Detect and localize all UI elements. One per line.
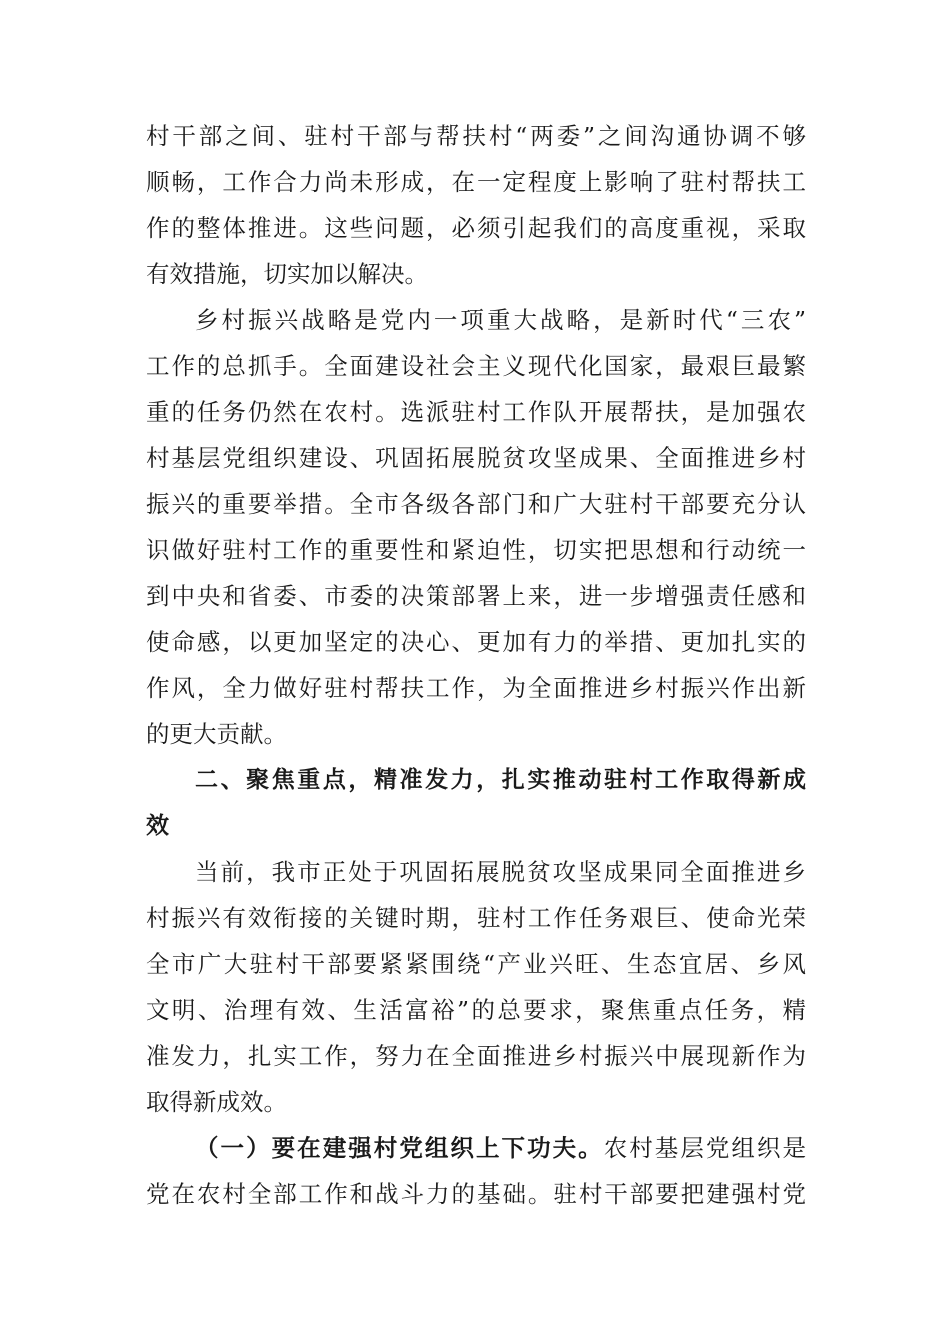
para1-line-2: 顺畅，工作合力尚未形成，在一定程度上影响了驻村帮扶工 xyxy=(146,168,806,196)
para3-line-6: 取得新成效。 xyxy=(146,1088,287,1116)
para1-line-3: 作的整体推进。这些问题，必须引起我们的高度重视，采取 xyxy=(146,214,806,242)
para2-line-3: 重的任务仍然在农村。选派驻村工作队开展帮扶，是加强农 xyxy=(146,398,806,426)
para2-line-10: 的更大贡献。 xyxy=(146,720,287,748)
para2-line-7: 到中央和省委、市委的决策部署上来，进一步增强责任感和 xyxy=(146,582,806,610)
para1-line-1: 村干部之间、驻村干部与帮扶村“两委”之间沟通协调不够 xyxy=(146,122,806,150)
para4-line-1-rest: 农村基层党组织是 xyxy=(603,1134,806,1162)
para2-line-9: 作风，全力做好驻村帮扶工作，为全面推进乡村振兴作出新 xyxy=(146,674,806,702)
para3-line-1: 当前，我市正处于巩固拓展脱贫攻坚成果同全面推进乡 xyxy=(195,858,806,886)
para2-line-8: 使命感，以更加坚定的决心、更加有力的举措、更加扎实的 xyxy=(146,628,806,656)
para2-line-2: 工作的总抓手。全面建设社会主义现代化国家，最艰巨最繁 xyxy=(146,352,806,380)
para3-line-4: 文明、治理有效、生活富裕”的总要求，聚焦重点任务，精 xyxy=(146,996,806,1024)
subsection-title: （一）要在建强村党组织上下功夫。 xyxy=(195,1134,604,1162)
section-heading-line-1: 二、聚焦重点，精准发力，扎实推动驻村工作取得新成 xyxy=(195,767,806,793)
para1-line-4: 有效措施，切实加以解决。 xyxy=(146,260,428,288)
para3-line-5: 准发力，扎实工作，努力在全面推进乡村振兴中展现新作为 xyxy=(146,1042,806,1070)
section-heading-line-2: 效 xyxy=(146,813,169,839)
para3-line-2: 村振兴有效衔接的关键时期，驻村工作任务艰巨、使命光荣 xyxy=(146,904,806,932)
para4-line-1 xyxy=(195,1125,806,1171)
para4-line-2: 党在农村全部工作和战斗力的基础。驻村干部要把建强村党 xyxy=(146,1180,806,1208)
para2-line-4: 村基层党组织建设、巩固拓展脱贫攻坚成果、全面推进乡村 xyxy=(146,444,806,472)
para2-line-1: 乡村振兴战略是党内一项重大战略，是新时代“三农” xyxy=(195,306,806,334)
para2-line-5: 振兴的重要举措。全市各级各部门和广大驻村干部要充分认 xyxy=(146,490,806,518)
para3-line-3: 全市广大驻村干部要紧紧围绕“产业兴旺、生态宜居、乡风 xyxy=(146,950,806,978)
para2-line-6: 识做好驻村工作的重要性和紧迫性，切实把思想和行动统一 xyxy=(146,536,806,564)
